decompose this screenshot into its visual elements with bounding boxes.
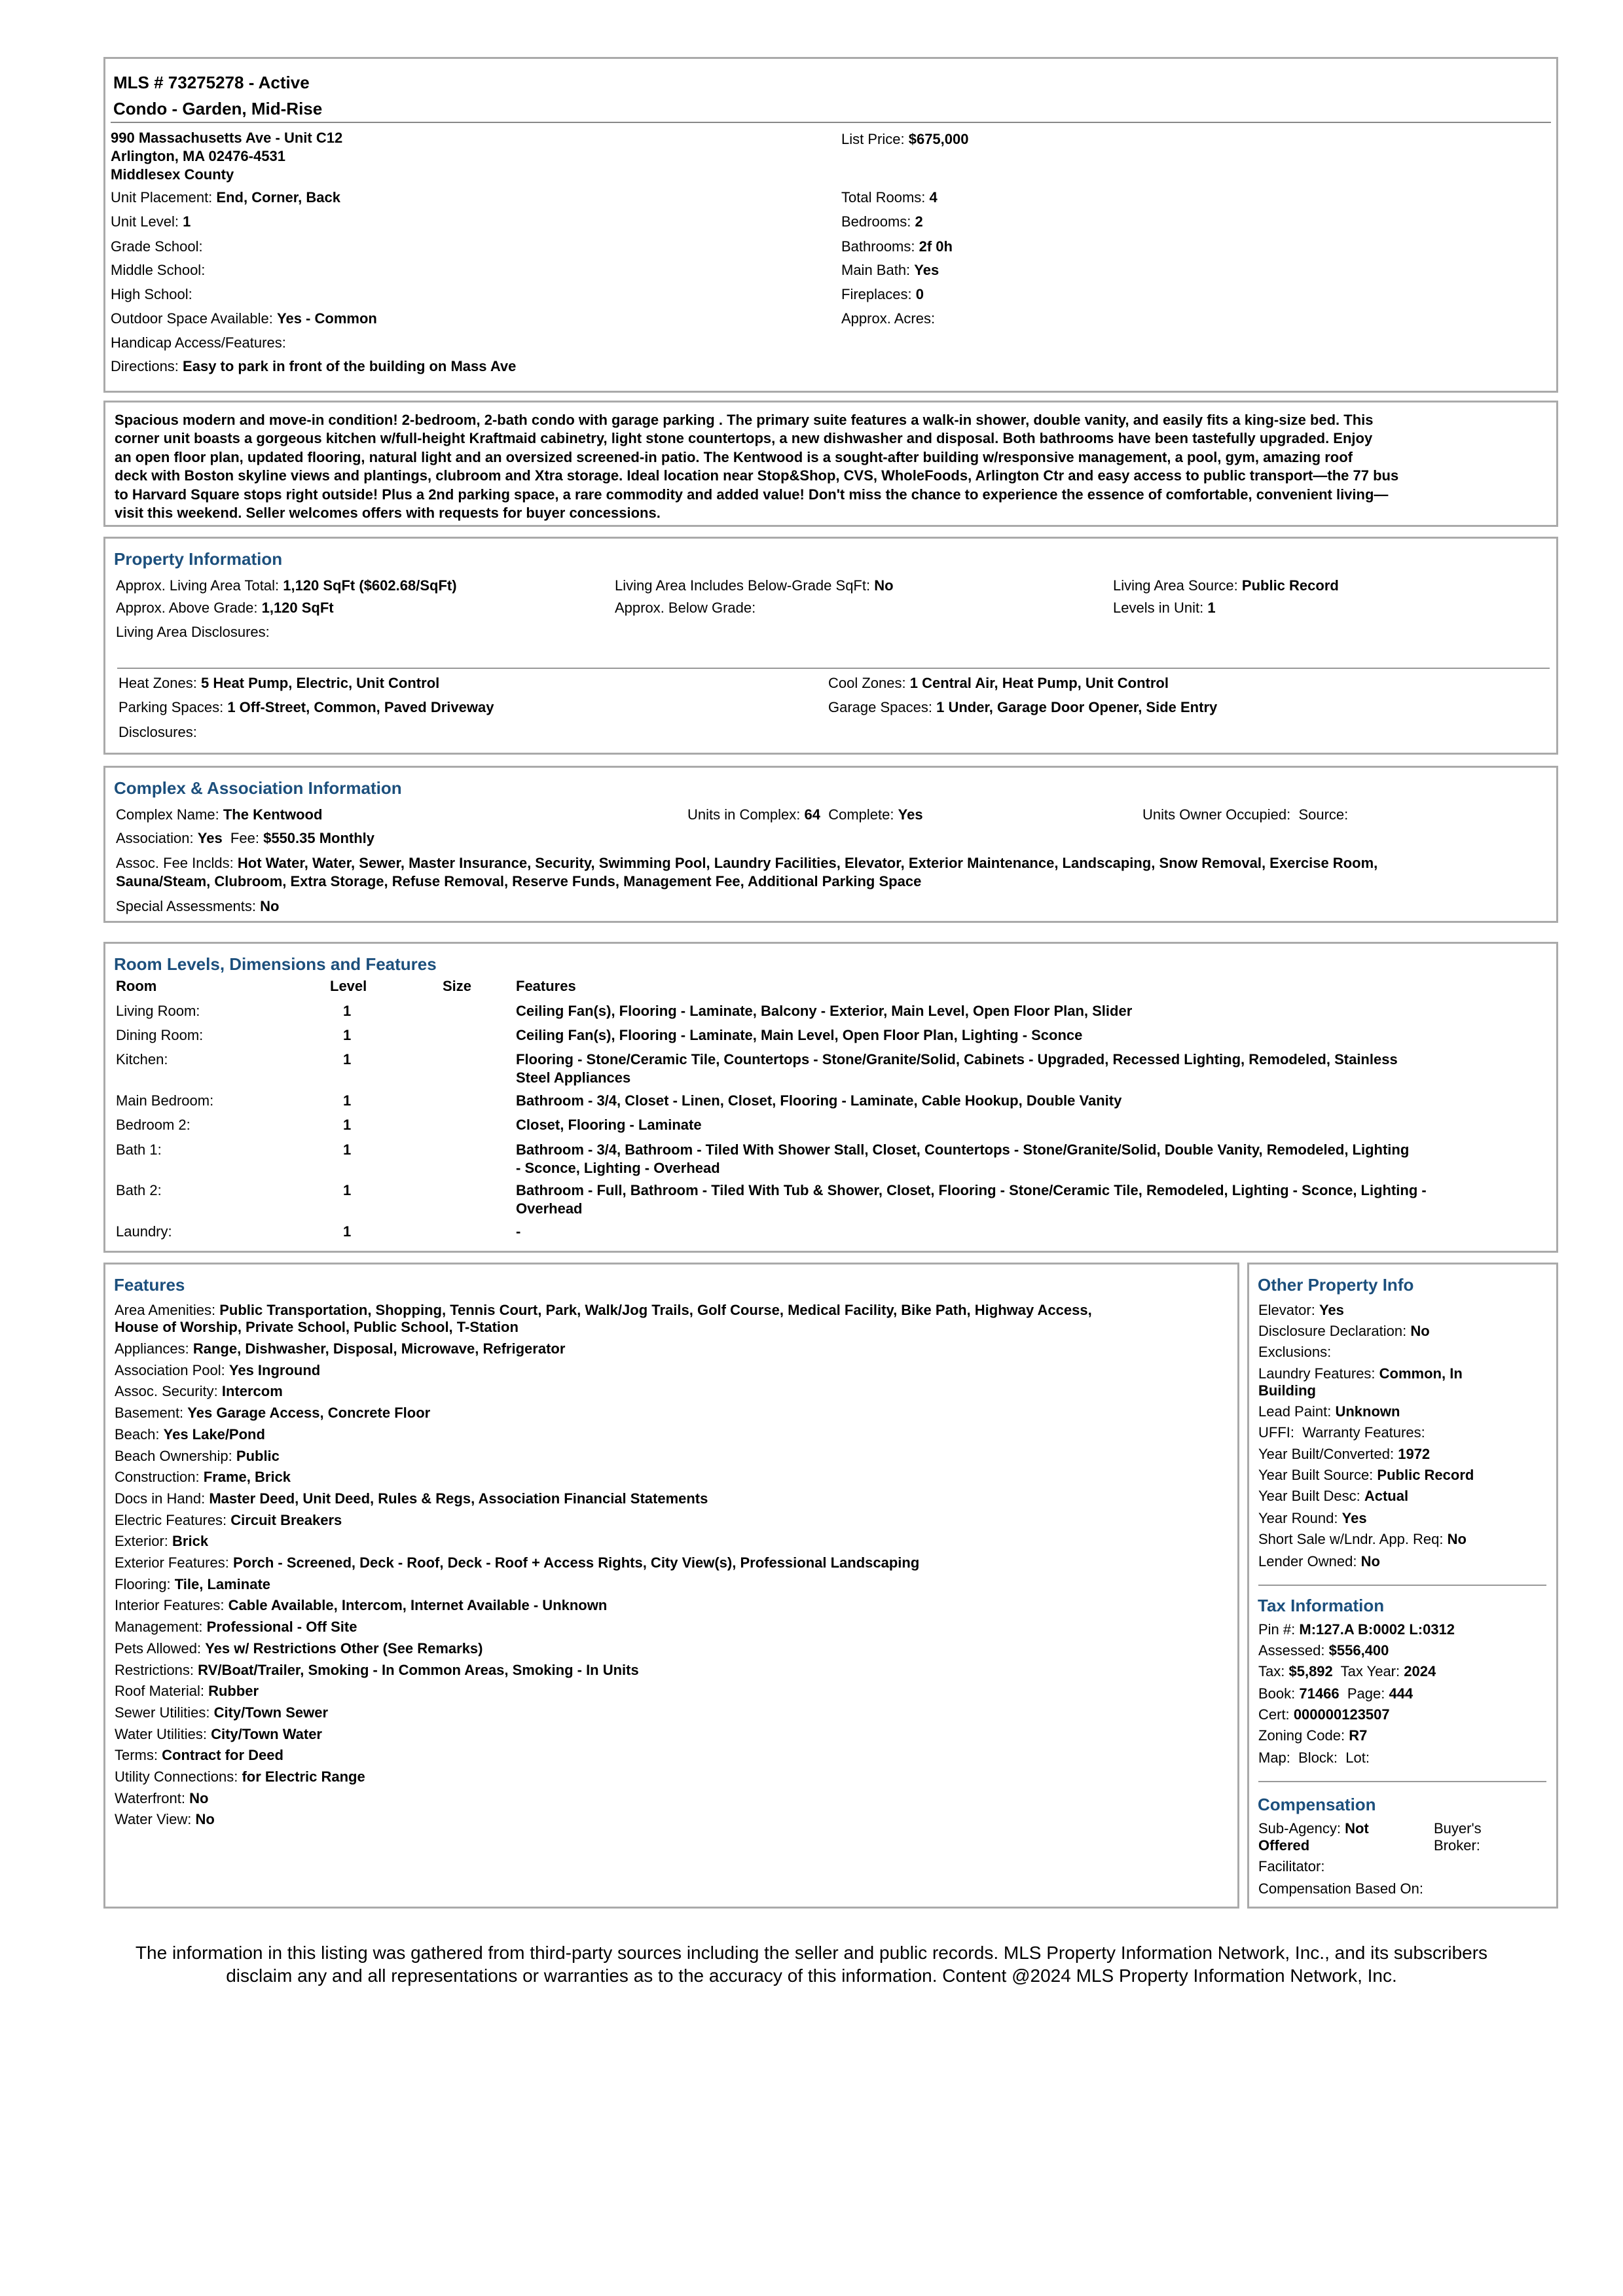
summary-field: Bedrooms: 2 <box>841 213 923 230</box>
uffi-warranty: UFFI: Warranty Features: <box>1258 1424 1425 1441</box>
feature-item: Utility Connections: for Electric Range <box>115 1768 365 1785</box>
room-name: Kitchen: <box>116 1051 168 1067</box>
sub-agency: Sub-Agency: Not Offered <box>1258 1820 1369 1854</box>
disclosures: Disclosures: <box>119 724 197 740</box>
year-built: Year Built/Converted: 1972 <box>1258 1446 1431 1462</box>
cool-zones: Cool Zones: 1 Central Air, Heat Pump, Unit Control <box>828 675 1169 691</box>
summary-field: Total Rooms: 4 <box>841 189 938 206</box>
remarks-line: corner unit boasts a gorgeous kitchen w/full-height Kraftmaid cabinetry, light stone countertops, a new dishwasher and disposal. Both bathrooms have been tastefully upgraded. Enjoy <box>115 430 1373 447</box>
room-level: 1 <box>343 1117 352 1133</box>
feature-item: Flooring: Tile, Laminate <box>115 1575 271 1592</box>
feature-item: Association Pool: Yes Inground <box>115 1361 321 1378</box>
rooms-header-features: Features <box>516 978 576 994</box>
compensation-title: Compensation <box>1258 1795 1376 1814</box>
garage-spaces: Garage Spaces: 1 Under, Garage Door Opener, Side Entry <box>828 699 1218 715</box>
other-info-box <box>1247 1263 1558 1909</box>
living-area-disclosures: Living Area Disclosures: <box>116 624 270 640</box>
address-line-2: Arlington, MA 02476-4531 <box>111 148 285 164</box>
other-divider-2 <box>1258 1781 1546 1782</box>
disclaimer <box>0 1941 1623 1987</box>
rooms-header-level: Level <box>330 978 367 994</box>
living-area-total: Approx. Living Area Total: 1,120 SqFt ($602.68/SqFt) <box>116 577 457 594</box>
rooms-box <box>103 942 1558 1253</box>
buyers-broker: Buyer's Broker: <box>1434 1820 1482 1854</box>
rooms-header-size: Size <box>443 978 472 994</box>
listing-header-box <box>103 57 1558 393</box>
other-divider-1 <box>1258 1585 1546 1586</box>
room-name: Main Bedroom: <box>116 1092 214 1109</box>
rooms-title: Room Levels, Dimensions and Features <box>114 954 437 974</box>
summary-field: Outdoor Space Available: Yes - Common <box>111 310 377 327</box>
remarks-line: deck with Boston skyline views and plantings, clubroom and Xtra storage. Ideal location near Stop&Shop, CVS, WholeFoods, Arlington Ctr and easy access to public transport—the 77 bus <box>115 467 1399 484</box>
units-owner-occupied: Units Owner Occupied: Source: <box>1142 806 1349 823</box>
fee-includes: Assoc. Fee Inclds: Hot Water, Water, Sewer, Master Insurance, Security, Swimming Pool, Laundry Facilities, Elevator, Exterior Maintenance, Landscaping, Snow Removal, Exercise Room, Sauna/Steam, Clubroom, Extra Storage, Refuse Removal, Reserve Funds, Management Fee, Additional Parking Space <box>116 855 1378 889</box>
summary-field: Bathrooms: 2f 0h <box>841 238 953 255</box>
feature-item: Exterior Features: Porch - Screened, Deck - Roof, Deck - Roof + Access Rights, City View(s), Professional Landscaping <box>115 1554 920 1571</box>
feature-item: Exterior: Brick <box>115 1533 209 1550</box>
address-line-1: 990 Massachusetts Ave - Unit C12 <box>111 130 343 146</box>
summary-field: Main Bath: Yes <box>841 262 939 278</box>
parking-spaces: Parking Spaces: 1 Off-Street, Common, Paved Driveway <box>119 699 494 715</box>
other-info-title: Other Property Info <box>1258 1275 1414 1295</box>
remarks-line: Spacious modern and move-in condition! 2-bedroom, 2-bath condo with garage parking . The primary suite features a walk-in shower, double vanity, and easily fits a king-size bed. This <box>115 412 1374 428</box>
compensation-based-on: Compensation Based On: <box>1258 1880 1423 1897</box>
special-assessments: Special Assessments: No <box>116 898 280 914</box>
summary-field: Middle School: <box>111 262 206 278</box>
feature-item: Basement: Yes Garage Access, Concrete Floor <box>115 1405 431 1422</box>
heat-zones: Heat Zones: 5 Heat Pump, Electric, Unit Control <box>119 675 440 691</box>
room-features: Ceiling Fan(s), Flooring - Laminate, Main Level, Open Floor Plan, Lighting - Sconce <box>516 1027 1083 1043</box>
summary-field: Grade School: <box>111 238 203 255</box>
feature-item: Roof Material: Rubber <box>115 1683 259 1700</box>
remarks-box <box>103 401 1558 527</box>
feature-item: Docs in Hand: Master Deed, Unit Deed, Rules & Regs, Association Financial Statements <box>115 1490 708 1507</box>
room-name: Bath 1: <box>116 1141 162 1158</box>
feature-item: Electric Features: Circuit Breakers <box>115 1511 342 1528</box>
list-price-label: List Price: <box>841 131 905 147</box>
county: Middlesex County <box>111 166 234 183</box>
feature-item: Water Utilities: City/Town Water <box>115 1725 322 1742</box>
below-grade-included: Living Area Includes Below-Grade SqFt: No <box>615 577 894 594</box>
feature-item: Sewer Utilities: City/Town Sewer <box>115 1704 329 1721</box>
list-price <box>841 130 968 149</box>
feature-item: Beach: Yes Lake/Pond <box>115 1426 265 1443</box>
year-built-source: Year Built Source: Public Record <box>1258 1467 1474 1483</box>
zoning-code: Zoning Code: R7 <box>1258 1727 1368 1744</box>
features-title: Features <box>114 1275 185 1295</box>
complex-box <box>103 766 1558 923</box>
feature-item: Water View: No <box>115 1811 215 1828</box>
units-in-complex: Units in Complex: 64 Complete: Yes <box>687 806 923 823</box>
summary-field: Unit Level: 1 <box>111 213 191 230</box>
room-name: Laundry: <box>116 1223 172 1240</box>
disclosure-declaration: Disclosure Declaration: No <box>1258 1323 1430 1339</box>
room-name: Living Room: <box>116 1003 200 1019</box>
remarks-line: to Harvard Square stops right outside! Plus a 2nd parking space, a rare commodity and added value! Don't miss the chance to experience the essence of comfortable, convenient living— <box>115 486 1389 503</box>
room-features: Bathroom - 3/4, Bathroom - Tiled With Shower Stall, Closet, Countertops - Stone/Granite/Solid, Double Vanity, Remodeled, Lighting - Sconce, Lighting - Overhead <box>516 1141 1410 1176</box>
list-price-value: $675,000 <box>908 131 969 147</box>
cert: Cert: 000000123507 <box>1258 1706 1390 1723</box>
room-features: Flooring - Stone/Ceramic Tile, Countertops - Stone/Granite/Solid, Cabinets - Upgraded, Recessed Lighting, Remodeled, Stainless Steel Appliances <box>516 1051 1398 1086</box>
living-area-source: Living Area Source: Public Record <box>1113 577 1339 594</box>
feature-item: Interior Features: Cable Available, Intercom, Internet Available - Unknown <box>115 1597 608 1614</box>
disclaimer-line-1: The information in this listing was gathered from third-party sources including the seller and public records. MLS Property Information Network, Inc., and its subscribers <box>135 1943 1488 1963</box>
rooms-header-room: Room <box>116 978 157 994</box>
facilitator: Facilitator: <box>1258 1858 1325 1874</box>
property-info-title: Property Information <box>114 549 283 569</box>
room-level: 1 <box>343 1003 352 1019</box>
summary-field: Approx. Acres: <box>841 310 936 327</box>
assessed: Assessed: $556,400 <box>1258 1642 1389 1659</box>
property-info-divider <box>117 668 1550 669</box>
feature-item: Construction: Frame, Brick <box>115 1469 291 1486</box>
room-features: Bathroom - 3/4, Closet - Linen, Closet, Flooring - Laminate, Cable Hookup, Double Vanity <box>516 1092 1122 1109</box>
room-features: Bathroom - Full, Bathroom - Tiled With Tub & Shower, Closet, Flooring - Stone/Ceramic Tile, Remodeled, Lighting - Sconce, Lighting - Overhead <box>516 1182 1427 1217</box>
complex-title: Complex & Association Information <box>114 778 402 798</box>
feature-item: Management: Professional - Off Site <box>115 1619 357 1636</box>
remarks-line: an open floor plan, updated flooring, natural light and an oversized screened-in patio. The Kentwood is a sought-after building w/responsive management, a pool, gym, amazing roof <box>115 448 1353 465</box>
feature-item: Terms: Contract for Deed <box>115 1747 283 1764</box>
year-built-desc: Year Built Desc: Actual <box>1258 1488 1409 1504</box>
short-sale: Short Sale w/Lndr. App. Req: No <box>1258 1531 1467 1547</box>
tax-amount: Tax: $5,892 Tax Year: 2024 <box>1258 1663 1436 1679</box>
mls-number: MLS # 73275278 - Active <box>113 73 310 92</box>
summary-field: Handicap Access/Features: <box>111 334 286 351</box>
room-level: 1 <box>343 1223 352 1240</box>
room-level: 1 <box>343 1141 352 1158</box>
above-grade: Approx. Above Grade: 1,120 SqFt <box>116 600 334 616</box>
disclaimer-line-2: disclaim any and all representations or warranties as to the accuracy of this information. Content @2024 MLS Property Information Network, Inc. <box>226 1965 1397 1986</box>
features-box <box>103 1263 1239 1909</box>
room-level: 1 <box>343 1051 352 1067</box>
pin-number: Pin #: M:127.A B:0002 L:0312 <box>1258 1621 1455 1638</box>
summary-field: Unit Placement: End, Corner, Back <box>111 189 340 206</box>
map-block-lot: Map: Block: Lot: <box>1258 1749 1370 1766</box>
summary-field: Directions: Easy to park in front of the building on Mass Ave <box>111 358 517 374</box>
elevator: Elevator: Yes <box>1258 1302 1344 1318</box>
room-features: Closet, Flooring - Laminate <box>516 1117 702 1133</box>
feature-item: Area Amenities: Public Transportation, Shopping, Tennis Court, Park, Walk/Jog Trails, Golf Course, Medical Facility, Bike Path, Highway Access, House of Worship, Private School, Public School, T-Station <box>115 1302 1092 1335</box>
room-name: Dining Room: <box>116 1027 204 1043</box>
feature-item: Pets Allowed: Yes w/ Restrictions Other (See Remarks) <box>115 1640 483 1657</box>
association-fee: Association: Yes Fee: $550.35 Monthly <box>116 830 375 846</box>
remarks-line: visit this weekend. Seller welcomes offers with requests for buyer concessions. <box>115 505 661 521</box>
lead-paint: Lead Paint: Unknown <box>1258 1403 1400 1420</box>
room-features: - <box>516 1223 521 1240</box>
book-page: Book: 71466 Page: 444 <box>1258 1685 1413 1702</box>
exclusions: Exclusions: <box>1258 1344 1332 1360</box>
below-grade: Approx. Below Grade: <box>615 600 756 616</box>
feature-item: Restrictions: RV/Boat/Trailer, Smoking - In Common Areas, Smoking - In Units <box>115 1661 639 1678</box>
room-level: 1 <box>343 1092 352 1109</box>
feature-item: Appliances: Range, Dishwasher, Disposal, Microwave, Refrigerator <box>115 1340 566 1357</box>
feature-item: Assoc. Security: Intercom <box>115 1383 283 1400</box>
room-name: Bedroom 2: <box>116 1117 191 1133</box>
laundry-features: Laundry Features: Common, In Building <box>1258 1365 1463 1399</box>
tax-title: Tax Information <box>1258 1596 1385 1615</box>
year-round: Year Round: Yes <box>1258 1510 1367 1526</box>
complex-name: Complex Name: The Kentwood <box>116 806 323 823</box>
levels-in-unit: Levels in Unit: 1 <box>1113 600 1216 616</box>
lender-owned: Lender Owned: No <box>1258 1553 1380 1570</box>
feature-item: Waterfront: No <box>115 1789 209 1806</box>
summary-field: High School: <box>111 286 192 302</box>
property-info-box <box>103 537 1558 755</box>
property-type: Condo - Garden, Mid-Rise <box>113 99 323 118</box>
room-name: Bath 2: <box>116 1182 162 1198</box>
summary-field: Fireplaces: 0 <box>841 286 924 302</box>
feature-item: Beach Ownership: Public <box>115 1447 280 1464</box>
room-level: 1 <box>343 1027 352 1043</box>
room-level: 1 <box>343 1182 352 1198</box>
room-features: Ceiling Fan(s), Flooring - Laminate, Balcony - Exterior, Main Level, Open Floor Plan, Slider <box>516 1003 1133 1019</box>
header-divider <box>111 122 1551 123</box>
